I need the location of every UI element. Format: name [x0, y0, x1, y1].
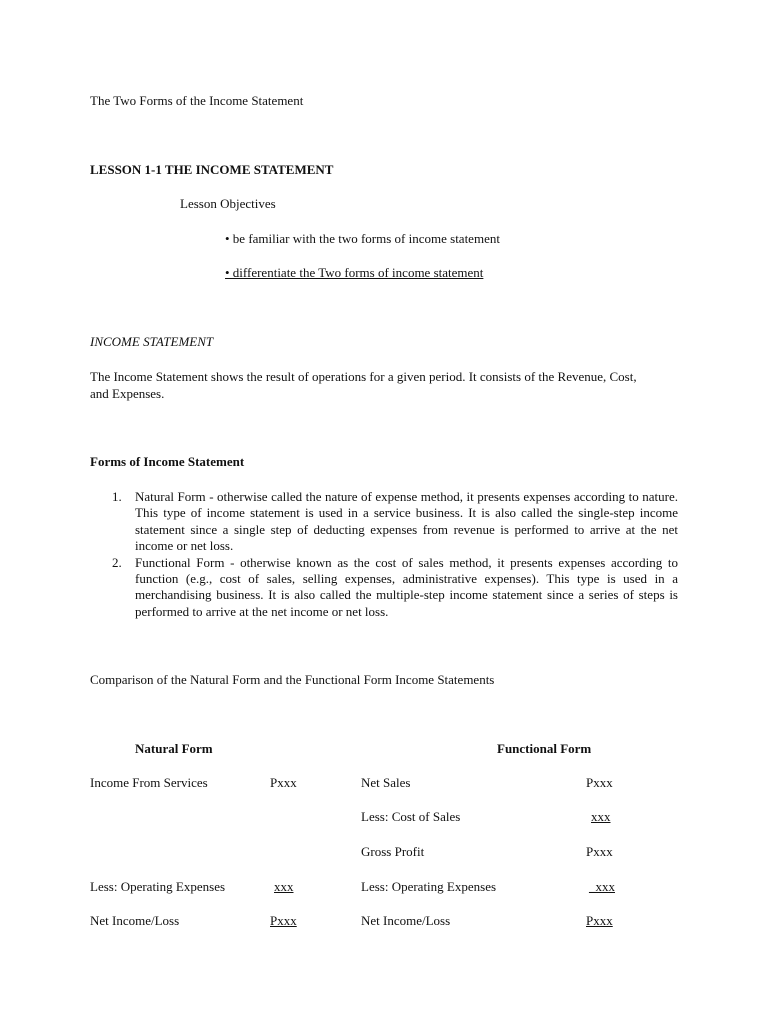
forms-heading: Forms of Income Statement — [90, 454, 245, 469]
functional-row-value: _xxx — [589, 879, 615, 894]
functional-row-value: Pxxx — [586, 913, 613, 928]
natural-row-label: Income From Services — [90, 775, 208, 790]
lesson-heading: LESSON 1-1 THE INCOME STATEMENT — [90, 162, 334, 177]
section-heading: INCOME STATEMENT — [90, 334, 214, 349]
list-number: 2. — [112, 554, 122, 570]
functional-row-label: Net Sales — [361, 775, 411, 790]
section-body-line: and Expenses. — [90, 386, 165, 401]
list-number: 1. — [112, 489, 122, 504]
natural-row-value: Pxxx — [270, 913, 297, 928]
functional-form-header: Functional Form — [497, 741, 592, 756]
natural-form-header: Natural Form — [135, 741, 213, 756]
natural-row-label: Net Income/Loss — [90, 913, 180, 928]
list-text: Functional Form - otherwise known as the cost of sales method, it presents expenses according to function (e.g., cost of sales, selling expenses, administrative expenses). This type is used in a merchandising business. It is also called the multiple-step income statement since a series of steps is performed to arrive at the net income or net loss. — [135, 554, 678, 619]
objectives-label: Lesson Objectives — [180, 196, 276, 211]
functional-row-value: xxx — [591, 809, 611, 824]
functional-row-label: Less: Cost of Sales — [361, 809, 461, 824]
forms-list — [112, 489, 678, 620]
document-title: The Two Forms of the Income Statement — [90, 93, 304, 108]
list-text: Natural Form - otherwise called the nature of expense method, it presents expenses according to nature. This type of income statement is used in a service business. It is also called the single-step income statement since a single step of deducting expenses from revenue is performed to arrive at the net income or net loss. — [135, 489, 678, 554]
functional-row-value: Pxxx — [586, 844, 613, 859]
section-body-line: The Income Statement shows the result of operations for a given period. It consists of the Revenue, Cost, — [90, 369, 637, 384]
functional-row-value: Pxxx — [586, 775, 613, 790]
natural-row-value: xxx — [274, 879, 294, 894]
objective-item: • differentiate the Two forms of income statement — [225, 265, 484, 280]
list-item — [112, 489, 678, 555]
list-item — [112, 555, 678, 621]
comparison-caption: Comparison of the Natural Form and the Functional Form Income Statements — [90, 672, 495, 687]
functional-row-label: Net Income/Loss — [361, 913, 451, 928]
natural-row-value: Pxxx — [270, 775, 297, 790]
functional-row-label: Less: Operating Expenses — [361, 879, 497, 894]
functional-row-label: Gross Profit — [361, 844, 425, 859]
objective-item: • be familiar with the two forms of income statement — [225, 231, 500, 246]
natural-row-label: Less: Operating Expenses — [90, 879, 226, 894]
